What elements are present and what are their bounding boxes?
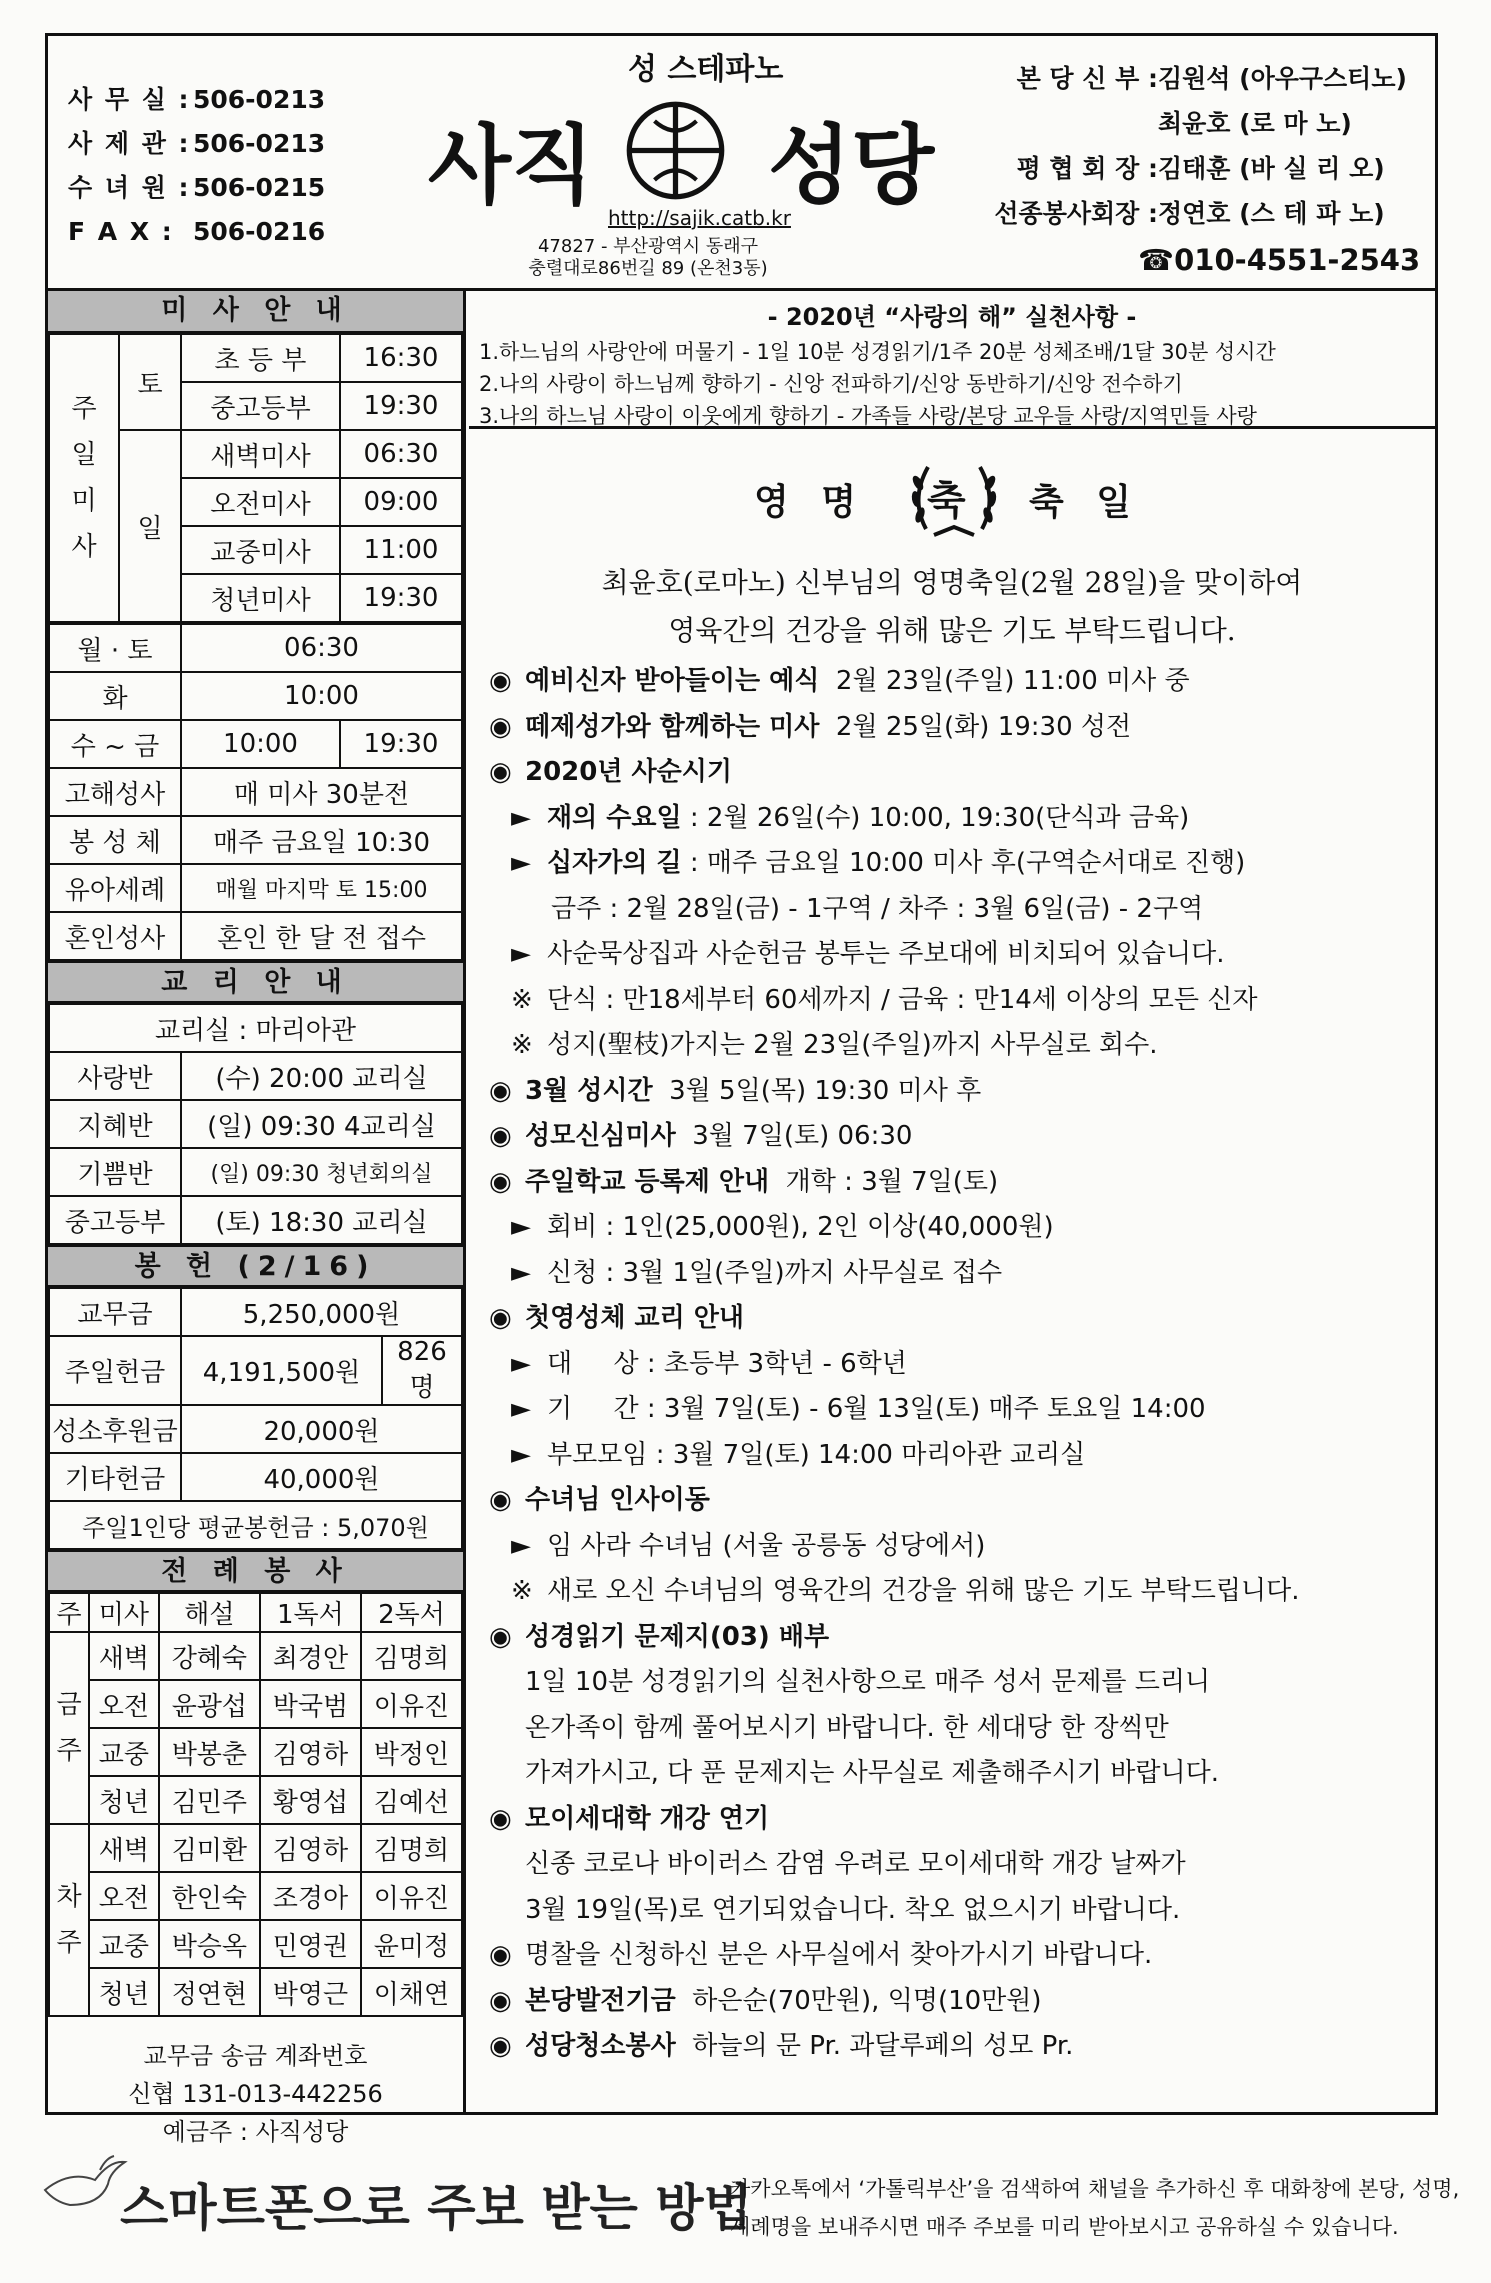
announcement-item (489, 1615, 1435, 1661)
mass-time: 19:30 (340, 574, 462, 622)
bulletin-footer (40, 2150, 1460, 2260)
bullet-icon: ► (511, 848, 531, 878)
class-name: 기쁨반 (49, 1148, 181, 1196)
bullet-icon: ◉ (489, 1075, 512, 1106)
announcement-heading: 첫영성체 교리 안내 (525, 1303, 745, 1333)
feast-title-b: 축 일 (1029, 482, 1142, 523)
weekday-time: 10:00 (181, 720, 340, 768)
church-logo-icon (623, 98, 728, 203)
announcement-text: 신종 코로나 바이러스 감염 우려로 모이세대학 개강 날짜가 (525, 1849, 1186, 1879)
mass-cell: 교중 (89, 1728, 159, 1776)
mass-name: 새벽미사 (181, 430, 340, 478)
announcement-item (489, 1979, 1435, 2025)
class-name: 지혜반 (49, 1100, 181, 1148)
announcement-item (489, 841, 1435, 887)
bullet-icon: ► (511, 939, 531, 969)
announcement-text: 하늘의 문 Pr. 과달루페의 성모 Pr. (675, 2031, 1074, 2061)
announcement-text: 하은순(70만원), 익명(10만원) (675, 1985, 1042, 2016)
class-name: 사랑반 (49, 1052, 181, 1100)
practice-line: 2.나의 사랑이 하느님께 향하기 - 신앙 전파하기/신앙 동반하기/신앙 전수하기 (479, 372, 1183, 396)
class-schedule: (일) 09:30 청년회의실 (181, 1148, 462, 1196)
offering-value: 40,000원 (181, 1453, 462, 1501)
announcement-list (469, 659, 1435, 2070)
announcement-heading: 3월 성시간 (525, 1075, 653, 1106)
class-schedule: (토) 18:30 교리실 (181, 1196, 462, 1244)
mass-guide-title: 미 사 안 내 (48, 291, 463, 333)
weekday-mass-table (48, 623, 463, 961)
catechism-room: 교리실 : 마리아관 (49, 1004, 462, 1052)
bullet-icon: ► (511, 1257, 531, 1288)
sacrament-value: 매월 마지막 토 15:00 (181, 864, 462, 912)
liturgy-service-title: 전 례 봉 사 (48, 1550, 463, 1592)
commentator-cell: 김민주 (159, 1776, 260, 1824)
announcement-text: : 매주 금요일 10:00 미사 후(구역순서대로 진행) (681, 848, 1246, 878)
announcement-text: 2월 25일(화) 19:30 성전 (819, 711, 1132, 742)
commentator-cell: 정연현 (159, 1968, 260, 2016)
smartphone-instructions: 카카오톡에서 ‘가톨릭부산’을 검색하여 채널을 추가하신 후 대화창에 본당, 성명, 세례명을 보내주시면 매주 주보를 미리 받아보시고 공유하실 수 있습니다. (730, 2177, 1460, 2239)
announcement-item (489, 796, 1435, 842)
offering-name: 주일헌금 (49, 1336, 181, 1405)
bullet-icon: ◉ (489, 666, 512, 696)
bullet-icon: ※ (511, 1576, 533, 1606)
announcement-text: 성지(聖枝)가지는 2월 23일(주일)까지 사무실로 회수. (547, 1030, 1158, 1060)
commentator-cell: 한인숙 (159, 1872, 260, 1920)
bullet-icon: ※ (511, 1030, 533, 1060)
mass-cell: 새벽 (89, 1824, 159, 1872)
announcement-heading: 2020년 사순시기 (525, 757, 732, 787)
reader2-cell: 이유진 (361, 1872, 462, 1920)
contact-convent: 수 녀 원 : 506-0215 (68, 173, 326, 202)
bullet-icon: ◉ (489, 711, 512, 742)
feast-message: 최윤호(로마노) 신부님의 영명축일(2월 28일)을 맞이하여 영육간의 건강을 위해 많은 기도 부탁드립니다. (601, 566, 1303, 647)
mass-cell: 오전 (89, 1872, 159, 1920)
announcement-text: 1일 10분 성경읽기의 실천사항으로 매주 성서 문제를 드리니 (525, 1667, 1211, 1697)
reader2-cell: 김명희 (361, 1824, 462, 1872)
announcement-text: 금주 : 2월 28일(금) - 1구역 / 차주 : 3월 6일(금) - 2구역 (551, 893, 1204, 924)
bullet-icon: ※ (511, 984, 533, 1015)
announcement-text: 개학 : 3월 7일(토) (769, 1166, 999, 1197)
mass-schedule-table (48, 333, 463, 623)
bullet-icon: ► (511, 1394, 531, 1424)
reader2-cell: 김예선 (361, 1776, 462, 1824)
announcement-text: 새로 오신 수녀님의 영육간의 건강을 위해 많은 기도 부탁드립니다. (547, 1576, 1300, 1606)
catechism-table (48, 1003, 463, 1245)
announcement-text: 가져가시고, 다 푼 문제지는 사무실로 제출해주시기 바랍니다. (525, 1758, 1220, 1788)
offering-value: 5,250,000원 (181, 1288, 462, 1336)
announcement-text: 기 간 : 3월 7일(토) - 6월 13일(토) 매주 토요일 14:00 (547, 1394, 1206, 1424)
feast-title-a: 영 명 (754, 482, 867, 523)
clergy-row: 선종봉사회장 : 정연호 (스 테 파 노) (994, 199, 1385, 228)
left-column (48, 291, 466, 2146)
sacrament-name: 고해성사 (49, 768, 181, 816)
dove-icon (40, 2150, 130, 2220)
mass-cell: 새벽 (89, 1632, 159, 1680)
sacrament-name: 유아세례 (49, 864, 181, 912)
reader1-cell: 황영섭 (260, 1776, 361, 1824)
next-week-label: 차 주 (49, 1824, 89, 2016)
offering-name: 교무금 (49, 1288, 181, 1336)
clergy-list (988, 56, 1420, 283)
sunday-mass-label: 주 일 미 사 (49, 334, 119, 622)
announcement-text: 명찰을 신청하신 분은 사무실에서 찾아가시기 바랍니다. (525, 1940, 1153, 1970)
mass-name: 청년미사 (181, 574, 340, 622)
announcement-heading: 성모신심미사 (525, 1121, 676, 1151)
mass-time: 09:00 (340, 478, 462, 526)
bullet-icon: ► (511, 1530, 531, 1561)
weekday-time: 19:30 (340, 720, 462, 768)
announcement-item (489, 2024, 1435, 2070)
offering-count: 826명 (382, 1336, 462, 1405)
announcement-item (489, 1888, 1435, 1934)
mass-name: 초 등 부 (181, 334, 340, 382)
weekday-name: 월 · 토 (49, 624, 181, 672)
col-header: 미사 (89, 1593, 159, 1632)
col-header: 주 (49, 1593, 89, 1632)
announcement-heading: 떼제성가와 함께하는 미사 (525, 711, 820, 742)
mass-time: 16:30 (340, 334, 462, 382)
announcement-item (489, 1842, 1435, 1888)
right-column (469, 291, 1435, 2115)
announcement-text: 3월 5일(목) 19:30 미사 후 (652, 1075, 982, 1106)
clergy-row: 평 협 회 장 : 김태훈 (바 실 리 오) (1016, 154, 1385, 183)
bullet-icon: ► (511, 1348, 531, 1379)
mass-time: 11:00 (340, 526, 462, 574)
church-name-part2: 성당 (768, 116, 935, 216)
announcement-text: 사순묵상집과 사순헌금 봉투는 주보대에 비치되어 있습니다. (547, 939, 1225, 969)
saturday-label: 토 (119, 334, 181, 430)
announcement-item (489, 1933, 1435, 1979)
announcement-item (489, 1660, 1435, 1706)
mass-cell: 청년 (89, 1776, 159, 1824)
weekday-name: 화 (49, 672, 181, 720)
mass-name: 오전미사 (181, 478, 340, 526)
sacrament-value: 혼인 한 달 전 접수 (181, 912, 462, 960)
offering-value: 4,191,500원 (181, 1336, 382, 1405)
mass-name: 교중미사 (181, 526, 340, 574)
church-masthead (388, 36, 968, 291)
church-address: 47827 - 부산광역시 동래구 충렬대로86번길 89 (온천3동) (528, 236, 768, 279)
announcement-item (489, 1387, 1435, 1433)
reader2-cell: 이채연 (361, 1968, 462, 2016)
bullet-icon: ◉ (489, 1303, 512, 1333)
offering-name: 기타헌금 (49, 1453, 181, 1501)
contact-fax: F A X : 506-0216 (68, 217, 326, 246)
mass-cell: 교중 (89, 1920, 159, 1968)
announcement-item (489, 1342, 1435, 1388)
bullet-icon: ◉ (489, 1985, 512, 2016)
weekday-time: 10:00 (181, 672, 462, 720)
practice-line: 1.하느님의 사랑안에 머물기 - 1일 10분 성경읽기/1주 20분 성체조배/1달 30분 성시간 (479, 340, 1276, 364)
announcement-text: 부모모임 : 3월 7일(토) 14:00 마리아관 교리실 (547, 1439, 1086, 1470)
commentator-cell: 윤광섭 (159, 1680, 260, 1728)
liturgy-table (48, 1592, 463, 2017)
announcement-text: 온가족이 함께 풀어보시기 바랍니다. 한 세대당 한 장씩만 (525, 1712, 1169, 1743)
bullet-icon: ◉ (489, 1166, 512, 1197)
announcement-heading: 십자가의 길 (547, 848, 682, 878)
announcement-text: 3월 7일(토) 06:30 (675, 1121, 913, 1151)
announcement-item (489, 1433, 1435, 1479)
commentator-cell: 박봉춘 (159, 1728, 260, 1776)
announcement-item (489, 1205, 1435, 1251)
sacrament-name: 혼인성사 (49, 912, 181, 960)
bank-account-info: 교무금 송금 계좌번호 신협 131-013-442256 예금주 : 사직성당 (128, 2042, 383, 2146)
sacrament-value: 매주 금요일 10:30 (181, 816, 462, 864)
announcement-item (489, 1296, 1435, 1342)
sacrament-name: 봉 성 체 (49, 816, 181, 864)
bullet-icon: ◉ (489, 1803, 512, 1834)
commentator-cell: 김미환 (159, 1824, 260, 1872)
col-header: 2독서 (361, 1593, 462, 1632)
clergy-row: 최윤호 (로 마 노) (1158, 109, 1352, 138)
announcement-heading: 수녀님 인사이동 (525, 1485, 710, 1515)
announcement-text: 대 상 : 초등부 3학년 - 6학년 (547, 1348, 907, 1379)
announcement-heading: 예비신자 받아들이는 예식 (525, 666, 820, 696)
commentator-cell: 박승옥 (159, 1920, 260, 1968)
mass-name: 중고등부 (181, 382, 340, 430)
col-header: 해설 (159, 1593, 260, 1632)
phone-number: ☎010-4551-2543 (1138, 243, 1421, 277)
clergy-row: 본 당 신 부 : 김원석 (아우구스티노) (1016, 64, 1407, 93)
announcement-item (489, 1569, 1435, 1615)
reader2-cell: 윤미정 (361, 1920, 462, 1968)
announcement-item (489, 1069, 1435, 1115)
offering-average: 주일1인당 평균봉헌금 : 5,070원 (49, 1501, 462, 1549)
announcement-text: 3월 19일(목)로 연기되었습니다. 착오 없으시기 바랍니다. (525, 1894, 1181, 1925)
church-website-link[interactable]: http://sajik.catb.kr (608, 206, 791, 230)
bullet-icon: ► (511, 1439, 531, 1470)
announcement-text: : 2월 26일(수) 10:00, 19:30(단식과 금육) (681, 802, 1190, 833)
bulletin-page (45, 33, 1438, 2146)
bullet-icon: ► (511, 802, 531, 833)
mass-time: 06:30 (340, 430, 462, 478)
announcement-item (489, 1114, 1435, 1160)
announcement-item (489, 1797, 1435, 1843)
bullet-icon: ◉ (489, 2031, 512, 2061)
bullet-icon: ◉ (489, 1121, 512, 1151)
offering-value: 20,000원 (181, 1405, 462, 1453)
announcement-item (489, 887, 1435, 933)
class-schedule: (일) 09:30 4교리실 (181, 1100, 462, 1148)
feast-logo-character: 축 (927, 478, 966, 524)
bullet-icon: ◉ (489, 1485, 512, 1515)
reader1-cell: 조경아 (260, 1872, 361, 1920)
announcement-item (489, 978, 1435, 1024)
contact-numbers (68, 78, 325, 254)
announcement-item (489, 1751, 1435, 1797)
announcement-item (489, 1160, 1435, 1206)
church-name-part1: 사직 (428, 116, 595, 216)
reader1-cell: 박영근 (260, 1968, 361, 2016)
announcement-item (489, 932, 1435, 978)
announcement-text: 회비 : 1인(25,000원), 2인 이상(40,000원) (547, 1212, 1054, 1242)
bulletin-header (48, 36, 1435, 291)
reader2-cell: 김명희 (361, 1632, 462, 1680)
announcement-heading: 성당청소봉사 (525, 2031, 676, 2061)
commentator-cell: 강혜숙 (159, 1632, 260, 1680)
offering-name: 성소후원금 (49, 1405, 181, 1453)
announcement-heading: 성경읽기 문제지(03) 배부 (525, 1621, 830, 1652)
announcement-item (489, 659, 1435, 705)
mass-cell: 오전 (89, 1680, 159, 1728)
class-name: 중고등부 (49, 1196, 181, 1244)
col-header: 1독서 (260, 1593, 361, 1632)
class-schedule: (수) 20:00 교리실 (181, 1052, 462, 1100)
bullet-icon: ◉ (489, 1621, 512, 1652)
announcement-item (489, 750, 1435, 796)
announcement-item (489, 1251, 1435, 1297)
announcement-heading: 주일학교 등록제 안내 (525, 1166, 770, 1197)
reader1-cell: 민영권 (260, 1920, 361, 1968)
practice-box (469, 291, 1435, 429)
announcement-heading: 본당발전기금 (525, 1985, 676, 2016)
weekday-time: 06:30 (181, 624, 462, 672)
offering-table (48, 1287, 463, 1550)
bullet-icon: ► (511, 1212, 531, 1242)
bullet-icon: ◉ (489, 757, 512, 787)
practice-line: 3.나의 하느님 사랑이 이웃에게 향하기 - 가족들 사랑/본당 교우들 사랑/지역민들 사랑 (479, 404, 1257, 428)
patron-saint: 성 스테파노 (628, 52, 784, 87)
catechism-guide-title: 교 리 안 내 (48, 961, 463, 1003)
contact-rectory: 사 제 관 : 506-0213 (68, 129, 326, 158)
reader1-cell: 김영하 (260, 1728, 361, 1776)
announcement-item (489, 705, 1435, 751)
announcement-item (489, 1706, 1435, 1752)
announcement-text: 2월 23일(주일) 11:00 미사 중 (819, 666, 1190, 696)
announcement-text: 단식 : 만18세부터 60세까지 / 금육 : 만14세 이상의 모든 신자 (547, 984, 1258, 1015)
practice-title: - 2020년 “사랑의 해” 실천사항 - (767, 303, 1137, 331)
mass-cell: 청년 (89, 1968, 159, 2016)
contact-office: 사 무 실 : 506-0213 (68, 85, 326, 114)
announcement-heading: 재의 수요일 (547, 802, 682, 833)
announcement-item (489, 1524, 1435, 1570)
sacrament-value: 매 미사 30분전 (181, 768, 462, 816)
this-week-label: 금 주 (49, 1632, 89, 1824)
bullet-icon: ◉ (489, 1940, 512, 1970)
announcement-heading: 모이세대학 개강 연기 (525, 1803, 770, 1834)
announcement-item (489, 1023, 1435, 1069)
weekday-name: 수 ~ 금 (49, 720, 181, 768)
announcement-text: 임 사라 수녀님 (서울 공릉동 성당에서) (547, 1530, 986, 1561)
feast-day-section (469, 429, 1435, 659)
smartphone-headline: 스마트폰으로 주보 받는 방법 (120, 2179, 752, 2237)
sunday-label: 일 (119, 430, 181, 622)
reader2-cell: 이유진 (361, 1680, 462, 1728)
reader2-cell: 박정인 (361, 1728, 462, 1776)
announcement-item (489, 1478, 1435, 1524)
reader1-cell: 김영하 (260, 1824, 361, 1872)
offering-title: 봉 헌 (2/16) (48, 1245, 463, 1287)
reader1-cell: 최경안 (260, 1632, 361, 1680)
announcement-text: 신청 : 3월 1일(주일)까지 사무실로 접수 (547, 1257, 1003, 1288)
reader1-cell: 박국범 (260, 1680, 361, 1728)
mass-time: 19:30 (340, 382, 462, 430)
